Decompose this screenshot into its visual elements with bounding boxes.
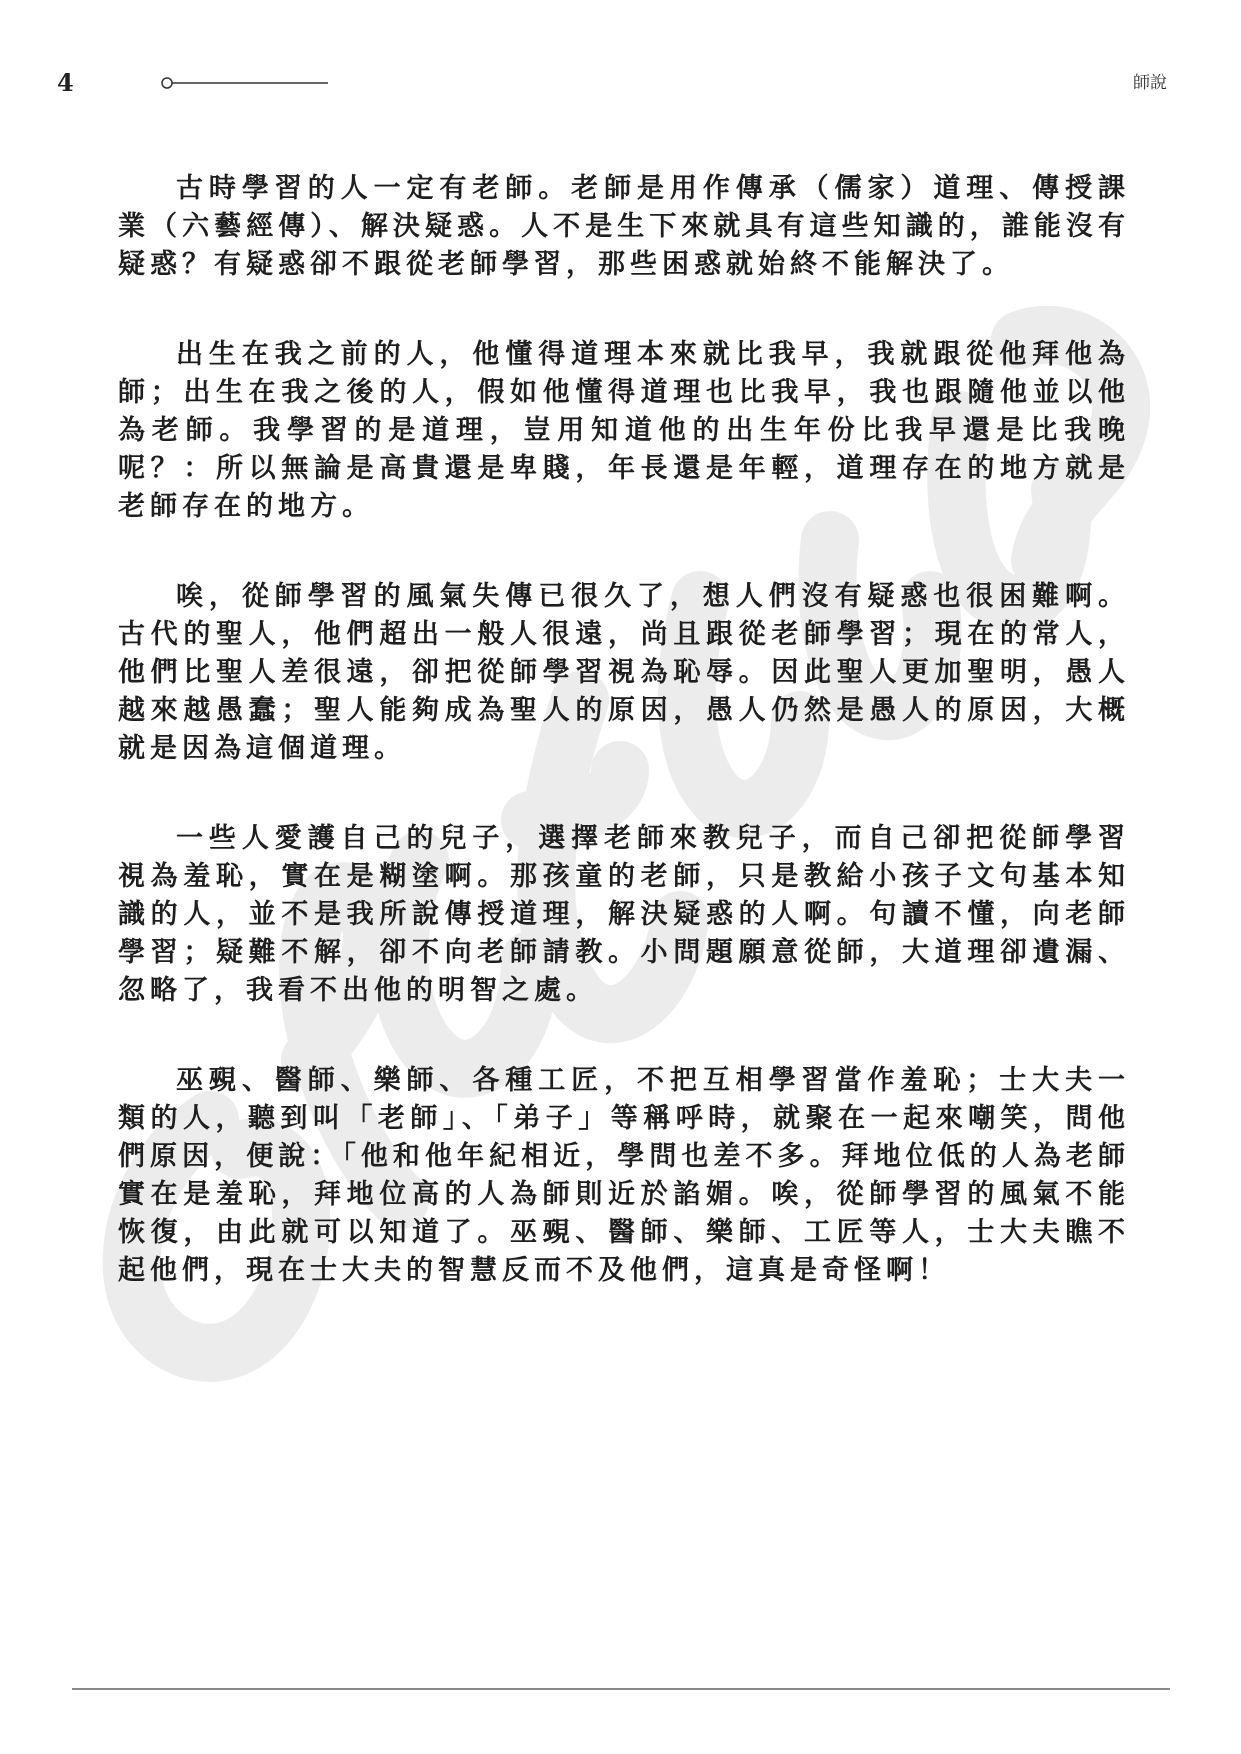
- paragraph-2: 出生在我之前的人，他懂得道理本來就比我早，我就跟從他拜他為師；出生在我之後的人，假如他懂得道理也比我早，我也跟隨他並以他為老師。我學習的是道理，豈用知道他的出生年份比我早還是比我晚呢？：所以無論是高貴還是卑賤，年長還是年輕，道理存在的地方就是老師存在的地方。: [118, 339, 1130, 522]
- paragraph-5: 巫覡、醫師、樂師、各種工匠，不把互相學習當作羞恥；士大夫一類的人，聽到叫「老師」、「弟子」等稱呼時，就聚在一起來嘲笑，問他們原因，便說：「他和他年紀相近，學問也差不多。拜地位低的人為老師實在是羞恥，拜地位高的人為師則近於諂媚。唉，從師學習的風氣不能恢復，由此就可以知道了。巫覡、醫師、樂師、工匠等人，士大夫瞧不起他們，現在士大夫的智慧反而不及他們，這真是奇怪啊！: [118, 1065, 1130, 1286]
- circle-line-ornament-icon: [160, 76, 330, 90]
- body-text: [118, 170, 1130, 1342]
- paragraph-4: 一些人愛護自己的兒子，選擇老師來教兒子，而自己卻把從師學習視為羞恥，實在是糊塗啊。那孩童的老師，只是教給小孩子文句基本知識的人，並不是我所說傳授道理，解決疑惑的人啊。句讀不懂，向老師學習；疑難不解，卻不向老師請教。小問題願意從師，大道理卻遺漏、忽略了，我看不出他的明智之處。: [118, 823, 1130, 1006]
- footer-rule: [72, 1688, 1170, 1690]
- paragraph-1: 古時學習的人一定有老師。老師是用作傳承（儒家）道理、傳授課業（六藝經傳）、解決疑惑。人不是生下來就具有這些知識的，誰能沒有疑惑？有疑惑卻不跟從老師學習，那些困惑就始終不能解決了。: [118, 173, 1130, 280]
- paragraph-3: 唉，從師學習的風氣失傳已很久了，想人們沒有疑惑也很困難啊。古代的聖人，他們超出一般人很遠，尚且跟從老師學習；現在的常人，他們比聖人差很遠，卻把從師學習視為恥辱。因此聖人更加聖明，愚人越來越愚蠢；聖人能夠成為聖人的原因，愚人仍然是愚人的原因，大概就是因為這個道理。: [118, 581, 1130, 764]
- running-title: 師說: [1133, 73, 1167, 93]
- page-number: 4: [57, 68, 74, 97]
